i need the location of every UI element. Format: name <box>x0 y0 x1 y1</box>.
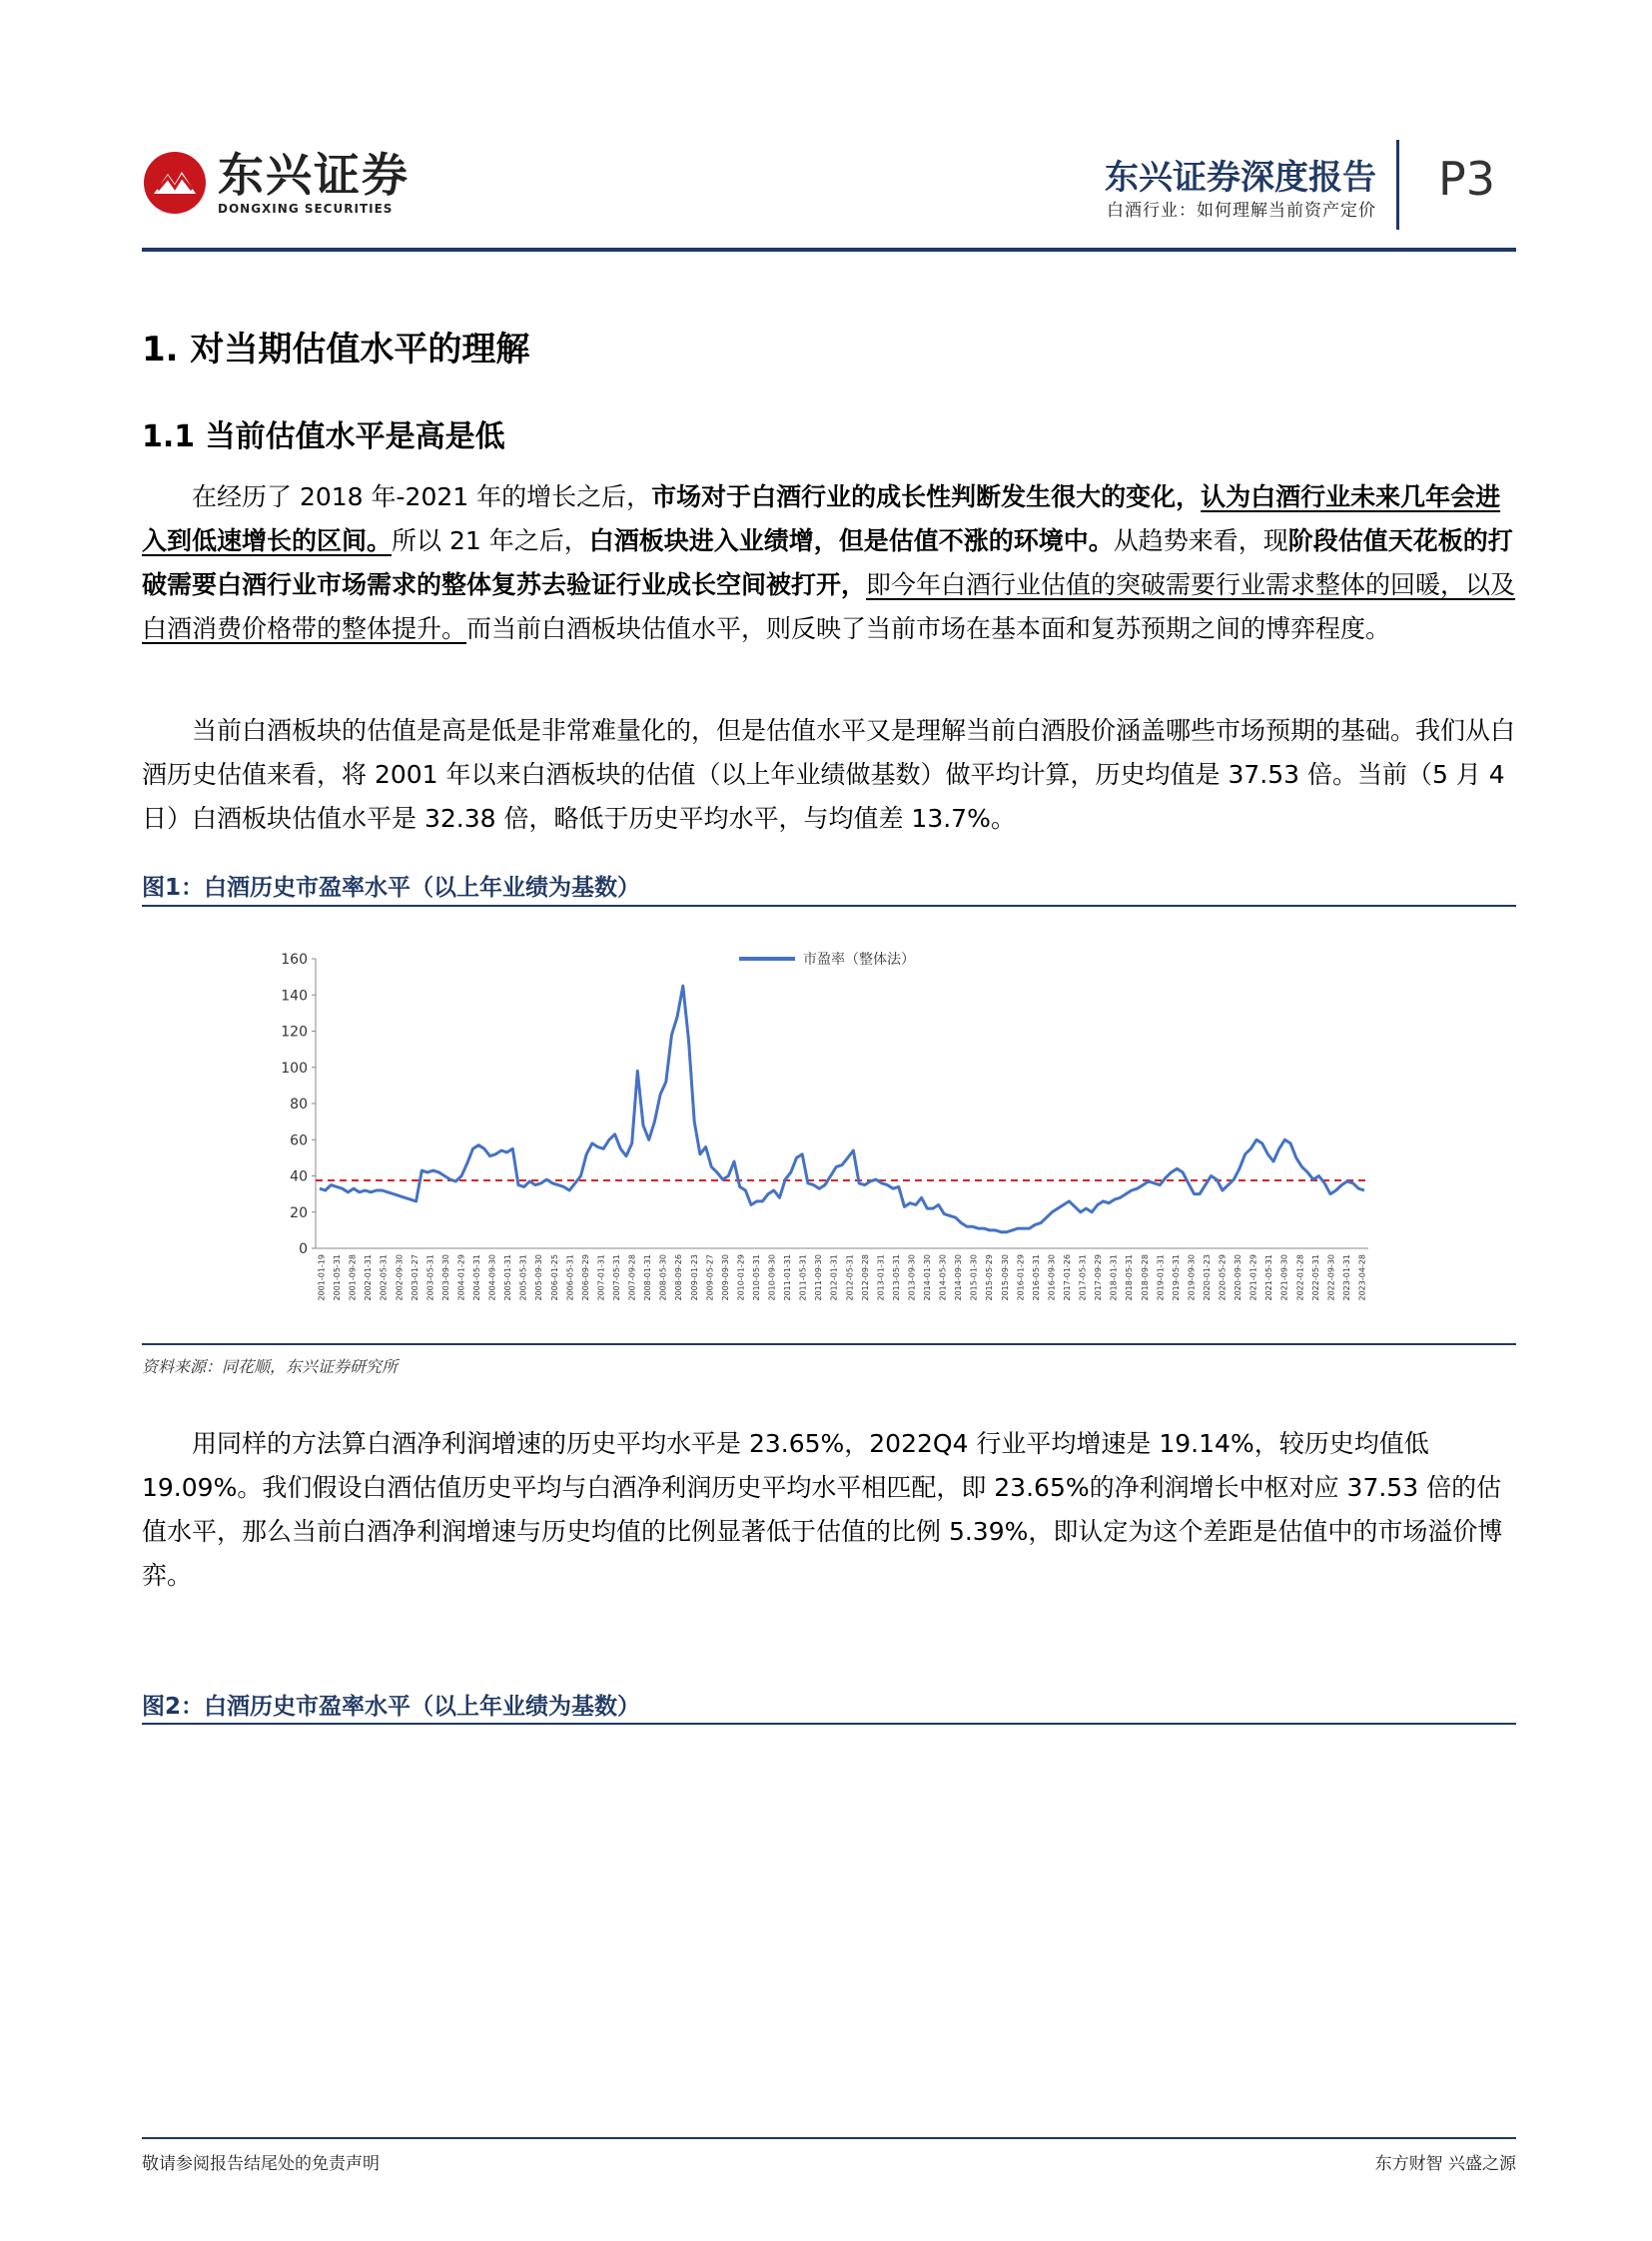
x-tick-label: 2023-04-28 <box>1357 1254 1367 1301</box>
x-tick-label: 2020-01-23 <box>1202 1254 1212 1301</box>
page-number: P3 <box>1438 152 1496 206</box>
report-title: 东兴证券深度报告 <box>1105 158 1376 198</box>
x-tick-label: 2006-05-31 <box>565 1254 575 1301</box>
x-tick-label: 2017-09-29 <box>1094 1254 1104 1301</box>
figure-2-caption: 图2：白酒历史市盈率水平（以上年业绩为基数） <box>142 1694 641 1720</box>
x-tick-label: 2003-05-31 <box>425 1254 435 1301</box>
x-tick-label: 2011-09-30 <box>814 1254 824 1301</box>
x-tick-label: 2006-09-29 <box>580 1254 590 1301</box>
x-tick-label: 2009-01-23 <box>689 1254 699 1301</box>
x-tick-label: 2015-01-30 <box>969 1254 979 1301</box>
x-tick-label: 2019-05-31 <box>1171 1254 1181 1301</box>
x-tick-label: 2009-05-27 <box>705 1254 715 1301</box>
x-tick-label: 2022-09-30 <box>1326 1254 1336 1301</box>
header-rule <box>142 248 1516 252</box>
x-tick-label: 2003-01-27 <box>410 1254 419 1301</box>
x-tick-label: 2010-09-30 <box>767 1254 777 1301</box>
x-tick-label: 2001-01-19 <box>317 1254 327 1301</box>
x-tick-label: 2020-05-29 <box>1218 1254 1228 1301</box>
p1-seg-1: 在经历了 2018 年-2021 年的增长之后， <box>192 482 652 511</box>
y-axis <box>281 952 316 1257</box>
x-tick-label: 2007-01-31 <box>596 1254 606 1301</box>
y-tick-label: 140 <box>281 988 308 1005</box>
x-tick-label: 2022-01-28 <box>1295 1254 1305 1301</box>
subsection-heading: 1.1 当前估值水平是高是低 <box>142 419 505 454</box>
p1-seg-6: 从趋势来看，现 <box>1113 526 1288 555</box>
report-subtitle: 白酒行业：如何理解当前资产定价 <box>1107 201 1376 221</box>
x-tick-label: 2004-09-30 <box>487 1254 497 1301</box>
paragraph-1 <box>142 475 1516 651</box>
x-tick-label: 2016-09-30 <box>1047 1254 1057 1301</box>
x-tick-label: 2001-09-28 <box>348 1254 358 1301</box>
legend-label: 市盈率（整体法） <box>803 952 915 968</box>
x-tick-label: 2023-01-31 <box>1341 1254 1351 1301</box>
x-tick-label: 2021-09-30 <box>1279 1254 1289 1301</box>
footer-slogan: 东方财智 兴盛之源 <box>1374 2154 1516 2174</box>
p1-seg-9: 而当前白酒板块估值水平，则反映了当前市场在基本面和复苏预期之间的博弈程度。 <box>466 614 1391 643</box>
x-tick-label: 2002-01-31 <box>364 1254 374 1301</box>
x-tick-label: 2020-09-30 <box>1234 1254 1243 1301</box>
x-tick-label: 2010-01-29 <box>736 1254 746 1301</box>
p1-seg-8: 即今年白酒行业估值的突破需要行业需求整体的回暖，以及白酒消费价格带的整体提升。 <box>142 570 1516 643</box>
x-tick-label: 2013-01-31 <box>876 1254 886 1301</box>
logo-chinese-name: 东兴证券 <box>218 148 410 202</box>
p1-seg-7: 阶段估值天花板的打破需要白酒行业市场需求的整体复苏去验证行业成长空间被打开， <box>142 526 1513 599</box>
x-tick-label: 2015-05-29 <box>985 1254 995 1301</box>
x-tick-label: 2012-09-28 <box>860 1254 870 1301</box>
x-tick-label: 2015-09-30 <box>1000 1254 1010 1301</box>
x-tick-label: 2013-09-30 <box>907 1254 917 1301</box>
chart-legend <box>739 951 915 968</box>
x-tick-label: 2001-05-31 <box>333 1254 343 1301</box>
y-tick-label: 160 <box>281 952 308 968</box>
x-tick-label: 2011-05-31 <box>798 1254 808 1301</box>
x-tick-label: 2004-05-31 <box>472 1254 482 1301</box>
figure-1-source: 资料来源：同花顺，东兴证券研究所 <box>142 1357 399 1376</box>
figure-1-caption: 图1：白酒历史市盈率水平（以上年业绩为基数） <box>142 875 641 901</box>
x-tick-label: 2007-09-28 <box>627 1254 637 1301</box>
series-line-pe-ratio <box>320 986 1364 1231</box>
p1-seg-5: 白酒板块进入业绩增，但是估值不涨的环境中。 <box>588 526 1114 555</box>
dongxing-logo-icon <box>142 150 208 216</box>
pe-ratio-chart <box>281 939 1398 1338</box>
footer-rule <box>142 2137 1516 2139</box>
x-tick-label: 2021-01-29 <box>1248 1254 1258 1301</box>
x-tick-label: 2005-01-31 <box>503 1254 513 1301</box>
x-tick-label: 2016-05-31 <box>1031 1254 1041 1301</box>
x-tick-label: 2002-09-30 <box>395 1254 405 1301</box>
x-tick-label: 2007-05-31 <box>611 1254 621 1301</box>
figure-2-top-rule <box>142 1723 1516 1725</box>
x-tick-label: 2003-09-30 <box>440 1254 450 1301</box>
y-tick-label: 60 <box>290 1132 308 1149</box>
x-tick-label: 2009-09-30 <box>720 1254 730 1301</box>
x-tick-label: 2004-01-29 <box>456 1254 466 1301</box>
y-tick-label: 100 <box>281 1060 308 1077</box>
x-tick-label: 2018-09-28 <box>1140 1254 1150 1301</box>
p1-seg-3: 认为白酒行业未来几年会进入到低速增长的区间。 <box>142 482 1501 555</box>
x-tick-label: 2019-01-31 <box>1156 1254 1166 1301</box>
x-tick-label: 2011-01-31 <box>783 1254 793 1301</box>
x-tick-label: 2005-09-30 <box>534 1254 544 1301</box>
x-tick-label: 2012-01-31 <box>829 1254 839 1301</box>
x-tick-label: 2012-05-31 <box>845 1254 855 1301</box>
x-tick-label: 2017-01-26 <box>1063 1254 1073 1301</box>
y-tick-label: 120 <box>281 1024 308 1041</box>
footer-disclaimer: 敬请参阅报告结尾处的免责声明 <box>142 2154 380 2174</box>
figure-1-bottom-rule <box>142 1343 1516 1345</box>
x-tick-label: 2008-05-30 <box>658 1254 668 1301</box>
x-tick-label: 2022-05-31 <box>1310 1254 1320 1301</box>
x-tick-label: 2019-09-30 <box>1187 1254 1197 1301</box>
x-tick-label: 2018-05-31 <box>1125 1254 1135 1301</box>
y-tick-label: 40 <box>290 1168 308 1185</box>
y-tick-label: 0 <box>299 1241 308 1257</box>
x-tick-label: 2010-05-31 <box>751 1254 761 1301</box>
paragraph-2: 当前白酒板块的估值是高是低是非常难量化的，但是估值水平又是理解当前白酒股价涵盖哪些市场预期的基础。我们从白酒历史估值来看，将 2001 年以来白酒板块的估值（以上年业绩做基数）做平均计算，历史均值是 37.53 倍。当前（5 月 4 日）白酒板块估值水平是 32.38 倍，略低于历史平均水平，与均值差 13.7%。 <box>142 716 1516 833</box>
x-tick-label: 2014-09-30 <box>954 1254 964 1301</box>
x-axis <box>316 1248 1368 1301</box>
x-tick-label: 2016-01-29 <box>1016 1254 1026 1301</box>
x-tick-label: 2006-01-25 <box>549 1254 559 1301</box>
x-tick-label: 2005-05-31 <box>518 1254 528 1301</box>
p1-seg-2: 市场对于白酒行业的成长性判断发生很大的变化， <box>651 482 1202 511</box>
header-divider <box>1396 140 1399 230</box>
paragraph-3: 用同样的方法算白酒净利润增速的历史平均水平是 23.65%，2022Q4 行业平均增速是 19.14%，较历史均值低 19.09%。我们假设白酒估值历史平均与白酒净利润历史平均水平相匹配，即 23.65%的净利润增长中枢对应 37.53 倍的估值水平，那么当前白酒净利润增速与历史均值的比例显著低于估值的比例 5.39%，即认定为这个差距是估值中的市场溢价博弈。 <box>142 1429 1503 1590</box>
plot-area <box>316 986 1368 1231</box>
x-tick-label: 2014-05-30 <box>938 1254 948 1301</box>
company-logo <box>142 150 410 216</box>
y-tick-label: 20 <box>290 1204 308 1221</box>
figure-1-top-rule <box>142 905 1516 907</box>
p1-seg-4: 所以 21 年之后， <box>392 526 589 555</box>
x-tick-label: 2017-05-31 <box>1078 1254 1088 1301</box>
y-tick-label: 80 <box>290 1097 308 1113</box>
x-tick-label: 2021-05-31 <box>1264 1254 1274 1301</box>
section-heading: 1. 对当期估值水平的理解 <box>142 330 530 370</box>
x-tick-label: 2014-01-30 <box>923 1254 933 1301</box>
x-tick-label: 2018-01-31 <box>1109 1254 1119 1301</box>
x-tick-label: 2008-09-26 <box>674 1254 684 1301</box>
x-tick-label: 2008-01-31 <box>643 1254 653 1301</box>
x-tick-label: 2002-05-31 <box>379 1254 389 1301</box>
x-tick-label: 2013-05-31 <box>891 1254 901 1301</box>
logo-english-name: DONGXING SECURITIES <box>218 202 394 216</box>
